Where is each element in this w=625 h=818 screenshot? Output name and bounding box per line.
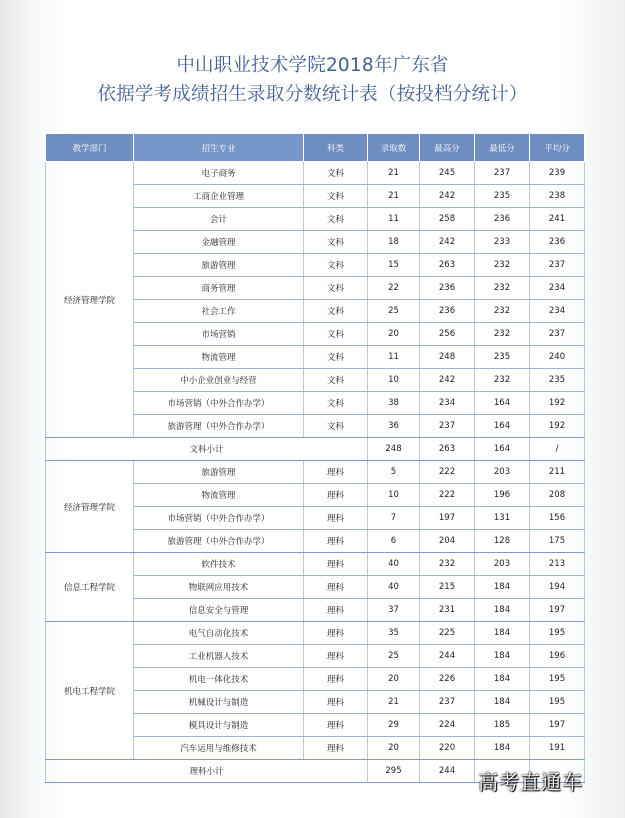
max-score-cell: 204 [420, 530, 475, 553]
avg-score-cell: 240 [530, 346, 585, 369]
max-score-cell: 226 [420, 668, 475, 691]
subtotal-row [46, 438, 585, 461]
category-cell: 理科 [304, 576, 368, 599]
header-max-score: 最高分 [420, 134, 475, 162]
min-score-cell: 235 [475, 185, 530, 208]
avg-score-cell: 234 [530, 277, 585, 300]
major-cell: 市场营销（中外合作办学） [134, 507, 304, 530]
category-cell: 理科 [304, 553, 368, 576]
max-score-cell: 222 [420, 461, 475, 484]
header-major: 招生专业 [134, 134, 304, 162]
category-cell: 理科 [304, 484, 368, 507]
major-cell: 物流管理 [134, 346, 304, 369]
major-cell: 物流管理 [134, 484, 304, 507]
admitted-cell: 18 [368, 231, 420, 254]
min-score-cell: 184 [475, 599, 530, 622]
admitted-cell: 38 [368, 392, 420, 415]
subtotal-admitted: 295 [368, 760, 420, 783]
major-cell: 社会工作 [134, 300, 304, 323]
department-cell: 信息工程学院 [46, 553, 134, 622]
min-score-cell: 131 [475, 507, 530, 530]
department-cell: 机电工程学院 [46, 622, 134, 760]
avg-score-cell: 195 [530, 668, 585, 691]
avg-score-cell: 195 [530, 691, 585, 714]
major-cell: 旅游管理 [134, 461, 304, 484]
category-cell: 文科 [304, 277, 368, 300]
min-score-cell: 164 [475, 392, 530, 415]
admitted-cell: 7 [368, 507, 420, 530]
admitted-cell: 37 [368, 599, 420, 622]
major-cell: 旅游管理 [134, 254, 304, 277]
category-cell: 理科 [304, 530, 368, 553]
avg-score-cell: 197 [530, 714, 585, 737]
subtotal-admitted: 248 [368, 438, 420, 461]
admitted-cell: 20 [368, 668, 420, 691]
major-cell: 机械设计与制造 [134, 691, 304, 714]
category-cell: 文科 [304, 254, 368, 277]
max-score-cell: 237 [420, 415, 475, 438]
min-score-cell: 184 [475, 691, 530, 714]
major-cell: 信息安全与管理 [134, 599, 304, 622]
major-cell: 工商企业管理 [134, 185, 304, 208]
min-score-cell: 233 [475, 231, 530, 254]
category-cell: 文科 [304, 346, 368, 369]
category-cell: 理科 [304, 714, 368, 737]
admitted-cell: 20 [368, 737, 420, 760]
max-score-cell: 244 [420, 645, 475, 668]
avg-score-cell: 156 [530, 507, 585, 530]
admitted-cell: 40 [368, 576, 420, 599]
min-score-cell: 164 [475, 415, 530, 438]
admitted-cell: 21 [368, 162, 420, 185]
avg-score-cell: 234 [530, 300, 585, 323]
avg-score-cell: 192 [530, 415, 585, 438]
category-cell: 文科 [304, 369, 368, 392]
min-score-cell: 184 [475, 645, 530, 668]
major-cell: 电子商务 [134, 162, 304, 185]
admitted-cell: 25 [368, 645, 420, 668]
min-score-cell: 237 [475, 162, 530, 185]
subtotal-label: 文科小计 [46, 438, 368, 461]
avg-score-cell: 236 [530, 231, 585, 254]
admitted-cell: 5 [368, 461, 420, 484]
category-cell: 文科 [304, 300, 368, 323]
min-score-cell: 232 [475, 300, 530, 323]
header-admitted: 录取数 [368, 134, 420, 162]
category-cell: 理科 [304, 645, 368, 668]
page-title-line1: 中山职业技术学院2018年广东省 [176, 55, 449, 76]
major-cell: 市场营销 [134, 323, 304, 346]
category-cell: 文科 [304, 231, 368, 254]
table-row [46, 553, 585, 576]
avg-score-cell: 235 [530, 369, 585, 392]
table-row [46, 461, 585, 484]
max-score-cell: 197 [420, 507, 475, 530]
admitted-cell: 15 [368, 254, 420, 277]
max-score-cell: 222 [420, 484, 475, 507]
avg-score-cell: 238 [530, 185, 585, 208]
category-cell: 理科 [304, 461, 368, 484]
min-score-cell: 185 [475, 714, 530, 737]
admitted-cell: 36 [368, 415, 420, 438]
min-score-cell: 184 [475, 576, 530, 599]
subtotal-label: 理科小计 [46, 760, 368, 783]
major-cell: 旅游管理（中外合作办学） [134, 530, 304, 553]
max-score-cell: 245 [420, 162, 475, 185]
max-score-cell: 258 [420, 208, 475, 231]
min-score-cell: 128 [475, 530, 530, 553]
major-cell: 会计 [134, 208, 304, 231]
category-cell: 理科 [304, 507, 368, 530]
max-score-cell: 242 [420, 231, 475, 254]
table-row [46, 622, 585, 645]
admitted-cell: 10 [368, 369, 420, 392]
major-cell: 物联网应用技术 [134, 576, 304, 599]
admitted-cell: 6 [368, 530, 420, 553]
major-cell: 中小企业创业与经营 [134, 369, 304, 392]
major-cell: 工业机器人技术 [134, 645, 304, 668]
avg-score-cell: 192 [530, 392, 585, 415]
major-cell: 软件技术 [134, 553, 304, 576]
department-cell: 经济管理学院 [46, 162, 134, 438]
avg-score-cell: 175 [530, 530, 585, 553]
max-score-cell: 256 [420, 323, 475, 346]
admitted-cell: 20 [368, 323, 420, 346]
min-score-cell: 232 [475, 323, 530, 346]
min-score-cell: 203 [475, 461, 530, 484]
major-cell: 商务管理 [134, 277, 304, 300]
max-score-cell: 232 [420, 553, 475, 576]
admitted-cell: 35 [368, 622, 420, 645]
max-score-cell: 225 [420, 622, 475, 645]
min-score-cell: 232 [475, 254, 530, 277]
max-score-cell: 224 [420, 714, 475, 737]
category-cell: 理科 [304, 691, 368, 714]
avg-score-cell: 211 [530, 461, 585, 484]
avg-score-cell: 194 [530, 576, 585, 599]
category-cell: 理科 [304, 737, 368, 760]
max-score-cell: 242 [420, 369, 475, 392]
major-cell: 模具设计与制造 [134, 714, 304, 737]
major-cell: 汽车运用与维修技术 [134, 737, 304, 760]
avg-score-cell: 239 [530, 162, 585, 185]
max-score-cell: 215 [420, 576, 475, 599]
admitted-cell: 29 [368, 714, 420, 737]
department-cell: 经济管理学院 [46, 461, 134, 553]
avg-score-cell: 213 [530, 553, 585, 576]
category-cell: 理科 [304, 622, 368, 645]
table-body [46, 162, 585, 783]
min-score-cell: 232 [475, 277, 530, 300]
admitted-cell: 21 [368, 691, 420, 714]
avg-score-cell: 208 [530, 484, 585, 507]
min-score-cell: 203 [475, 553, 530, 576]
avg-score-cell: 197 [530, 599, 585, 622]
admitted-cell: 40 [368, 553, 420, 576]
category-cell: 文科 [304, 208, 368, 231]
category-cell: 文科 [304, 392, 368, 415]
min-score-cell: 196 [475, 484, 530, 507]
page-title-line2: 依据学考成绩招生录取分数统计表（按投档分统计） [97, 84, 528, 105]
category-cell: 文科 [304, 162, 368, 185]
header-department: 教学部门 [46, 134, 134, 162]
header-category: 科类 [304, 134, 368, 162]
min-score-cell: 236 [475, 208, 530, 231]
category-cell: 文科 [304, 185, 368, 208]
avg-score-cell: 237 [530, 323, 585, 346]
min-score-cell: 235 [475, 346, 530, 369]
category-cell: 文科 [304, 323, 368, 346]
min-score-cell: 184 [475, 737, 530, 760]
table-row [46, 162, 585, 185]
max-score-cell: 263 [420, 254, 475, 277]
header-min-score: 最低分 [475, 134, 530, 162]
admitted-cell: 22 [368, 277, 420, 300]
subtotal-min-score: 164 [475, 438, 530, 461]
category-cell: 理科 [304, 668, 368, 691]
admitted-cell: 11 [368, 346, 420, 369]
major-cell: 金融管理 [134, 231, 304, 254]
admitted-cell: 21 [368, 185, 420, 208]
major-cell: 机电一体化技术 [134, 668, 304, 691]
max-score-cell: 236 [420, 300, 475, 323]
major-cell: 市场营销（中外合作办学） [134, 392, 304, 415]
table-header-row [46, 134, 585, 162]
watermark: 高考直通车 [478, 770, 583, 794]
admission-score-table [45, 133, 585, 783]
category-cell: 文科 [304, 415, 368, 438]
max-score-cell: 234 [420, 392, 475, 415]
subtotal-max-score: 244 [420, 760, 475, 783]
max-score-cell: 236 [420, 277, 475, 300]
avg-score-cell: 191 [530, 737, 585, 760]
avg-score-cell: 241 [530, 208, 585, 231]
subtotal-max-score: 263 [420, 438, 475, 461]
admitted-cell: 10 [368, 484, 420, 507]
major-cell: 电气自动化技术 [134, 622, 304, 645]
max-score-cell: 220 [420, 737, 475, 760]
admitted-cell: 11 [368, 208, 420, 231]
min-score-cell: 184 [475, 668, 530, 691]
max-score-cell: 242 [420, 185, 475, 208]
min-score-cell: 184 [475, 622, 530, 645]
avg-score-cell: 196 [530, 645, 585, 668]
avg-score-cell: 237 [530, 254, 585, 277]
major-cell: 旅游管理（中外合作办学） [134, 415, 304, 438]
subtotal-avg-score: / [530, 438, 585, 461]
category-cell: 理科 [304, 599, 368, 622]
header-avg-score: 平均分 [530, 134, 585, 162]
max-score-cell: 237 [420, 691, 475, 714]
max-score-cell: 231 [420, 599, 475, 622]
admitted-cell: 25 [368, 300, 420, 323]
max-score-cell: 248 [420, 346, 475, 369]
min-score-cell: 232 [475, 369, 530, 392]
avg-score-cell: 195 [530, 622, 585, 645]
